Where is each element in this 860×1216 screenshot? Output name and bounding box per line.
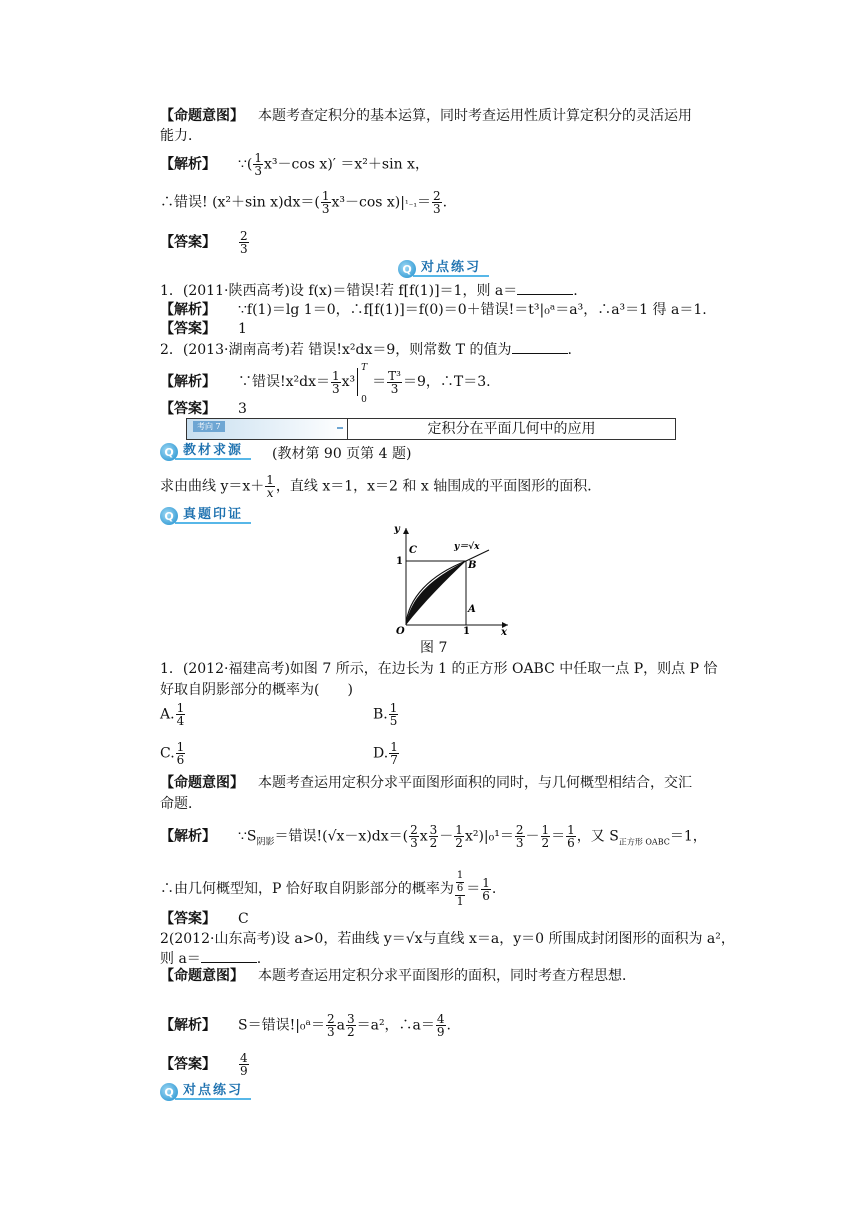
analysis-label: 【解析】 [160, 374, 216, 390]
point-A-label: A [468, 604, 476, 615]
banner-practice-2 [160, 1083, 251, 1101]
topic-tag [187, 419, 348, 439]
analysis-step1b: x³－cos x)′ ＝x²＋sin x， [264, 156, 429, 173]
answer-line-1 [160, 230, 250, 255]
fraction: $\frac{1}{3}$ [332, 368, 340, 396]
answer-fujian [160, 911, 249, 927]
conclusion-text: ∴由几何概型知，P 恰好取自阴影部分的概率为 [160, 881, 454, 897]
answer-value: C [238, 911, 249, 927]
answer-label: 【答案】 [160, 321, 216, 337]
fraction: $\frac{2}{3}$ [515, 823, 524, 850]
compound-fraction: $\frac{\frac{1}{6}}{1}$ [456, 870, 464, 908]
fraction: $\frac{1}{6}$ [482, 875, 490, 903]
answer-fraction: $\frac{2}{3}$ [240, 229, 248, 256]
option-D-label: D. [373, 745, 389, 762]
answer-value: 3 [238, 401, 247, 417]
origin-label: O [396, 626, 405, 635]
fraction: $\frac{4}{9}$ [436, 1012, 445, 1039]
square-outline [406, 561, 466, 625]
analysis-c: ＝a²，∴a＝ [356, 1017, 435, 1034]
magnifier-icon: Q [160, 1083, 178, 1101]
answer-value: 1 [238, 321, 247, 337]
banner-practice-1 [398, 260, 489, 278]
question-1-text: 1．(2011·陕西高考)设 f(x)＝错误!若 f[f(1)]＝1，则 a＝ [160, 283, 518, 299]
intent-label: 【命题意图】 [160, 968, 244, 984]
intent-text: 本题考查定积分的基本运算，同时考查运用性质计算定积分的灵活运用 [258, 108, 692, 124]
banner-text: 对点练习 [175, 1084, 251, 1100]
analysis-step2c: ＝ [416, 194, 431, 211]
point-C-label: C [409, 545, 417, 556]
textbook-source: (教材第 90 页第 4 题) [272, 446, 412, 462]
intent-paragraph-1 [160, 108, 692, 124]
answer-label: 【答案】 [160, 911, 216, 927]
topic-tag-label: 考向 7 [193, 421, 225, 432]
intent-text-cont: 能力． [160, 128, 202, 144]
analysis-label: 【解析】 [160, 156, 216, 173]
question-shandong-cont: 则 a＝ . [160, 951, 262, 967]
analysis-h: ，又 S [576, 828, 619, 845]
fraction: $\frac{1}{2}$ [455, 823, 463, 850]
x-axis-label: x [501, 627, 507, 635]
magnifier-icon: Q [398, 260, 416, 278]
analysis-fujian [160, 824, 707, 849]
option-C-label: C. [160, 745, 175, 762]
question-2-analysis [160, 363, 491, 405]
y-axis-arrow [403, 528, 409, 534]
conclusion-fujian: ∴由几何概型知，P 恰好取自阴影部分的概率为 $\frac{\frac{1}{6}}{1}$ ＝ $\frac{1}{6}$ . [160, 870, 497, 908]
analysis-a: ∵S [238, 828, 257, 845]
magnifier-icon: Q [160, 507, 178, 525]
figure-7-graph [384, 520, 514, 635]
question-1-answer [160, 321, 247, 337]
textbook-problem [160, 474, 601, 499]
analysis-b: x³ [341, 374, 356, 390]
intent-text: 本题考查运用定积分求平面图形的面积，同时考查方程思想． [258, 968, 636, 984]
intent-label: 【命题意图】 [160, 108, 244, 124]
x-tick-1: 1 [463, 626, 470, 635]
question-1: 1．(2011·陕西高考)设 f(x)＝错误!若 f[f(1)]＝1，则 a＝ . [160, 283, 578, 299]
magnifier-icon: Q [160, 443, 178, 461]
option-C[interactable] [160, 741, 186, 766]
intent-label: 【命题意图】 [160, 775, 244, 791]
question-2-answer [160, 401, 247, 417]
fraction: $\frac{1}{6}$ [176, 740, 185, 767]
topic-title: 定积分在平面几何中的应用 [427, 421, 596, 437]
answer-blank [201, 950, 257, 963]
fraction: $\frac{1}{x}$ [266, 473, 274, 500]
option-B[interactable] [373, 702, 399, 727]
intent-text-cont: 命题． [160, 796, 202, 812]
analysis-i: ＝1， [669, 828, 707, 845]
analysis-label: 【解析】 [160, 302, 216, 318]
arrow-icon [337, 427, 343, 429]
upper-limit: T [361, 363, 368, 373]
fraction: $\frac{1}{6}$ [567, 823, 575, 850]
fraction: $\frac{1}{7}$ [390, 740, 398, 767]
question-2-text: 2．(2013·湖南高考)若 错误!x²dx＝9，则常数 T 的值为 [160, 342, 512, 358]
integral-limits: ¹₋₁ [405, 199, 417, 210]
analysis-c: ＝ [372, 374, 387, 390]
fraction: $\frac{1}{5}$ [389, 701, 398, 728]
answer-label: 【答案】 [160, 1056, 216, 1073]
analysis-e: x²)|₀¹＝ [464, 828, 514, 845]
y-tick-1: 1 [396, 556, 403, 567]
fraction: $\frac{1}{3}$ [254, 151, 263, 178]
square-subscript: 正方形 OABC [618, 837, 670, 847]
analysis-d: － [439, 828, 454, 845]
answer-label: 【答案】 [160, 401, 216, 417]
point-B-label: B [468, 560, 477, 571]
evaluation-bar [357, 363, 372, 405]
analysis-f: － [525, 828, 540, 845]
answer-blank [517, 282, 573, 295]
analysis-d: ＝9，∴T＝3. [402, 374, 491, 390]
lower-limit: 0 [361, 395, 367, 405]
option-B-label: B. [373, 706, 388, 723]
topic-header [186, 418, 676, 440]
figure-caption: 图 7 [420, 640, 448, 656]
banner-text: 对点练习 [413, 261, 489, 277]
answer-label: 【答案】 [160, 234, 216, 251]
fraction: $\frac{1}{3}$ [321, 189, 330, 216]
analysis-label: 【解析】 [160, 1017, 216, 1034]
answer-fraction: $\frac{4}{9}$ [240, 1051, 248, 1078]
analysis-label: 【解析】 [160, 828, 216, 845]
fraction: $\frac{2}{3}$ [432, 189, 441, 216]
conclusion-eq: ＝ [466, 881, 481, 897]
analysis-b: a [336, 1017, 345, 1034]
banner-text: 真题印证 [175, 508, 251, 524]
fraction: $\frac{2}{3}$ [326, 1012, 335, 1039]
y-axis-label: y [394, 524, 400, 535]
analysis-step2a: ∴错误! (x²＋sin x)dx＝( [160, 194, 320, 211]
fraction: $\frac{2}{3}$ [410, 823, 418, 850]
analysis-a: S＝错误!|₀ᵃ＝ [238, 1017, 325, 1034]
answer-blank [512, 341, 568, 354]
intent-paragraph-2 [160, 775, 692, 791]
curve-label: y＝√x [454, 542, 480, 552]
question-fujian: 1．(2012·福建高考)如图 7 所示，在边长为 1 的正方形 OABC 中任取一点 P，则点 P 恰 [160, 661, 718, 677]
intent-text: 本题考查运用定积分求平面图形面积的同时，与几何概型相结合，交汇 [258, 775, 692, 791]
analysis-g: ＝ [551, 828, 566, 845]
analysis-step1: ∵( [238, 156, 253, 173]
analysis-b: ＝错误!(√x－x)dx＝( [274, 828, 409, 845]
textbook-text-a: 求由曲线 y＝x＋ [160, 478, 265, 495]
analysis-line-2: ∴错误! (x²＋sin x)dx＝( $\frac{1}{3}$ x³－cos x)|¹₋₁＝ $\frac{2}{3}$ . [160, 189, 448, 216]
question-shandong: 2(2012·山东高考)设 a>0，若曲线 y＝√x与直线 x＝a，y＝0 所围成封闭图形的面积为 a²， [160, 931, 735, 947]
question-shandong-text: 则 a＝ [160, 951, 201, 967]
analysis-text: ∵f(1)＝lg 1＝0，∴f[f(1)]＝f(0)＝0＋错误!＝t³|₀ᵃ＝a³，∴a³＝1 得 a＝1. [238, 302, 707, 318]
banner-real-exam [160, 507, 251, 525]
analysis-a: ∵错误!x²dx＝ [238, 374, 330, 390]
analysis-c: x [419, 828, 428, 845]
fraction: $\frac{1}{4}$ [176, 701, 185, 728]
fraction: $\frac{\text{T³}}{3}$ [388, 368, 401, 396]
shade-subscript: 阴影 [256, 837, 275, 848]
option-A-label: A. [160, 706, 175, 723]
shaded-region [406, 561, 466, 625]
banner-textbook [160, 443, 251, 461]
banner-text: 教材求源 [175, 444, 251, 460]
question-2: 2．(2013·湖南高考)若 错误!x²dx＝9，则常数 T 的值为 . [160, 342, 572, 358]
option-D[interactable] [373, 741, 400, 766]
fraction: $\frac{3}{2}$ [429, 823, 438, 850]
analysis-step2b: x³－cos x)| [331, 194, 405, 211]
textbook-text-b: ，直线 x＝1，x＝2 和 x 轴围成的平面图形的面积． [275, 478, 602, 495]
answer-shandong [160, 1052, 250, 1077]
option-A[interactable] [160, 702, 186, 727]
analysis-line-1 [160, 152, 429, 177]
analysis-shandong: 【解析】 S＝错误!|₀ᵃ＝ $\frac{2}{3}$ a $\frac{3}{2}$ ＝a²，∴a＝ $\frac{4}{9}$ . [160, 1012, 451, 1039]
fraction: $\frac{1}{2}$ [541, 823, 550, 850]
question-fujian-cont: 好取自阴影部分的概率为( ) [160, 682, 353, 698]
intent-paragraph-3 [160, 968, 636, 984]
question-1-analysis [160, 302, 707, 318]
fraction: $\frac{3}{2}$ [346, 1012, 355, 1039]
